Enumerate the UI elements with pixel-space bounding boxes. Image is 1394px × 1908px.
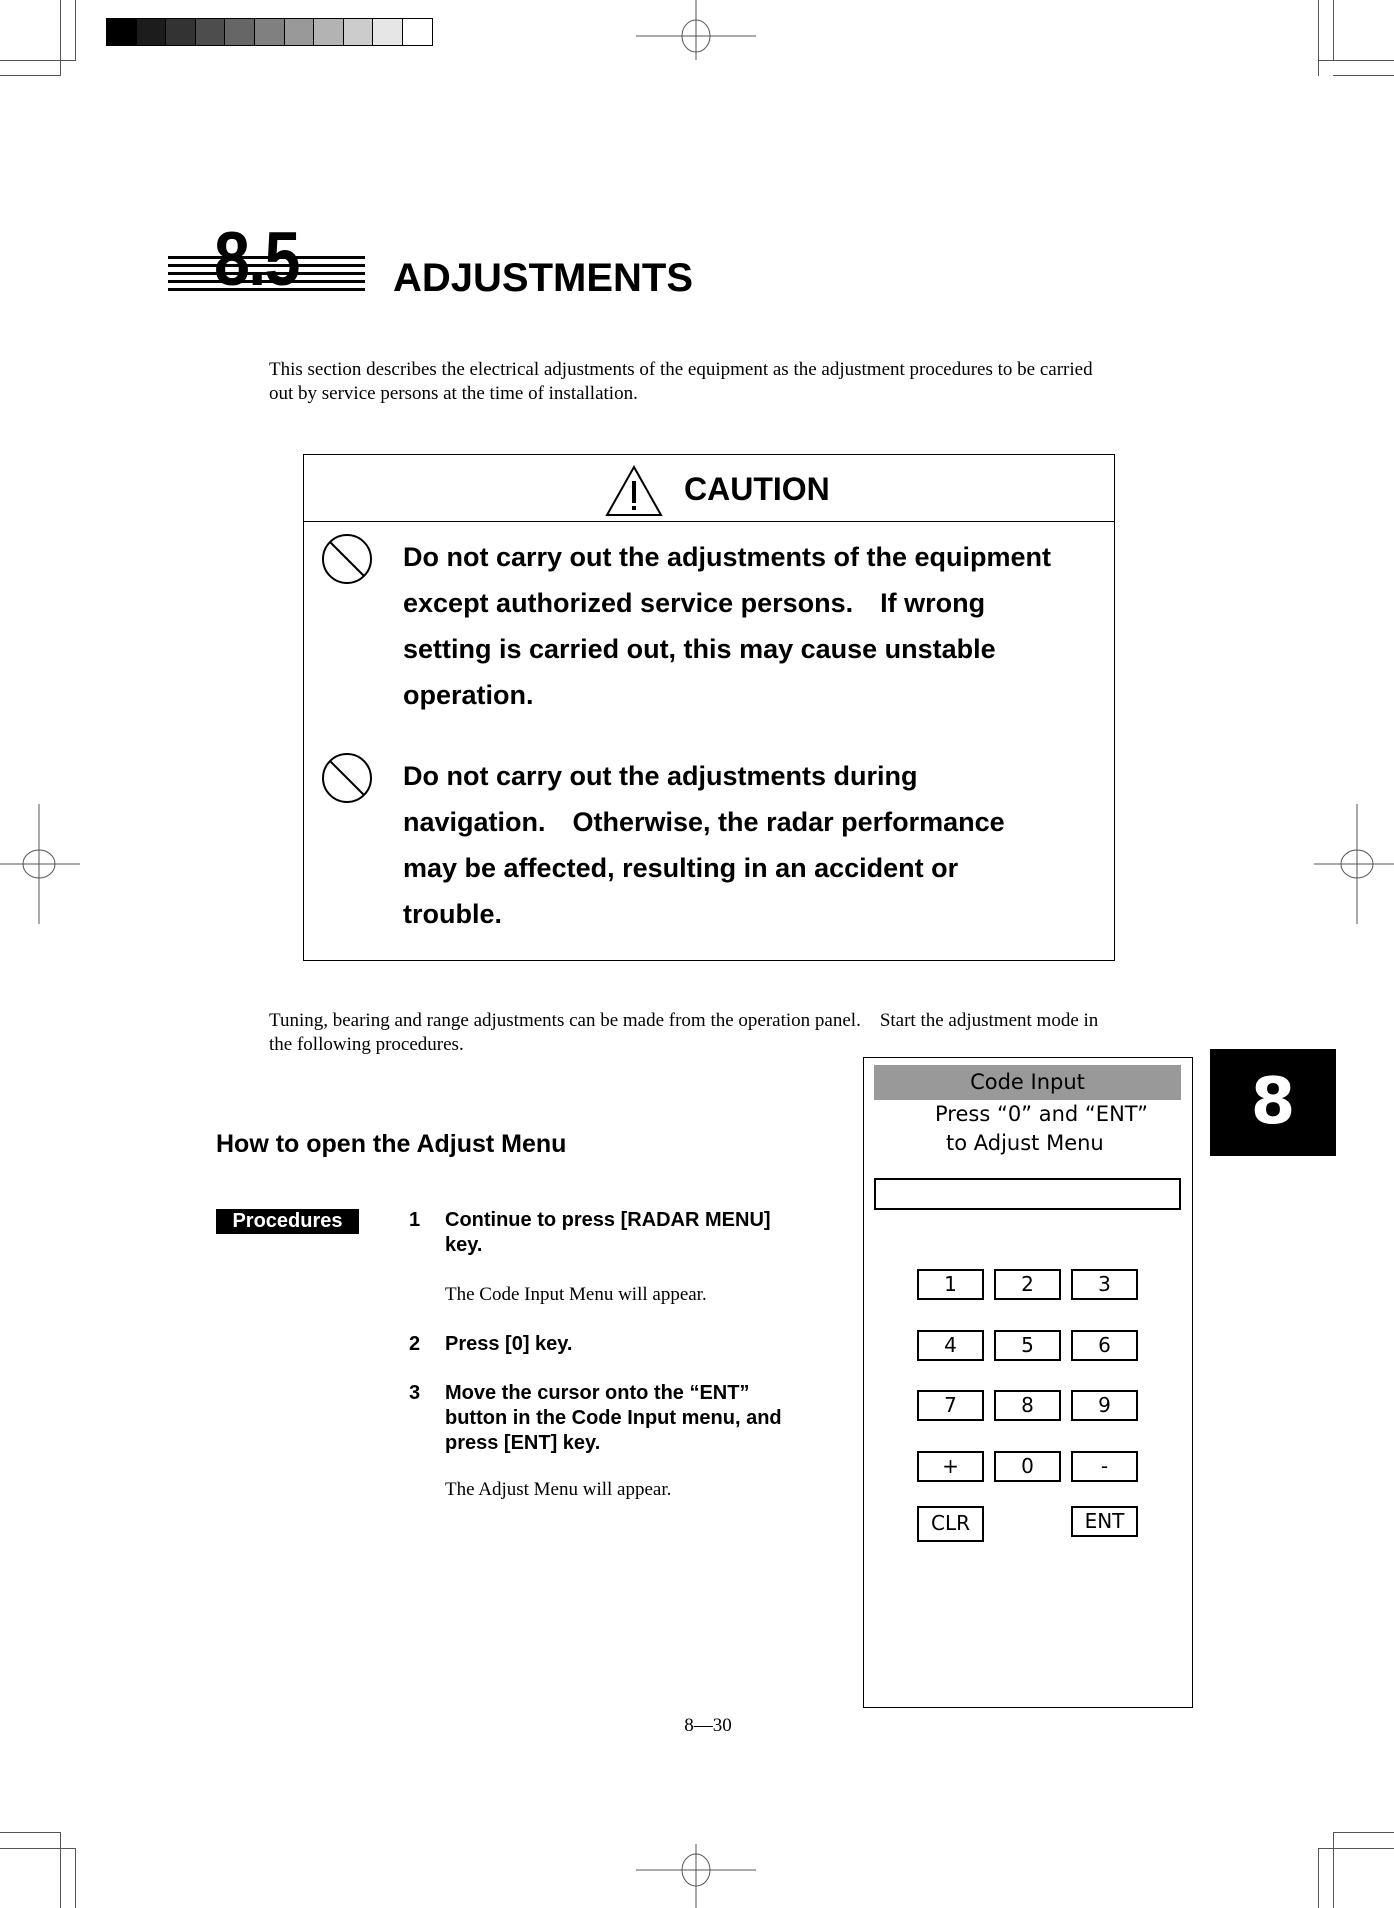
key-button[interactable]: 5 [994, 1330, 1061, 1361]
key-button[interactable]: 9 [1071, 1390, 1138, 1421]
caution-line: navigation. Otherwise, the radar performance [403, 807, 1005, 837]
registration-mark-icon [0, 804, 80, 924]
caution-line: Do not carry out the adjustments during [403, 761, 918, 791]
gray-swatch [343, 18, 374, 46]
caution-item [403, 753, 1113, 937]
step-result: The Code Input Menu will appear. [445, 1284, 707, 1305]
key-button[interactable]: 7 [917, 1390, 984, 1421]
gray-swatch [402, 18, 433, 46]
caution-line: may be affected, resulting in an accident or [403, 853, 959, 883]
registration-mark-icon [636, 0, 756, 70]
step-line: press [ENT] key. [445, 1432, 601, 1454]
step-line: Continue to press [RADAR MENU] [445, 1209, 771, 1231]
gray-swatch [106, 18, 137, 46]
intro-line: This section describes the electrical adjustments of the equipment as the adjustment procedures to be carried [269, 359, 1093, 380]
instruction-line: Press “0” and “ENT” [935, 1102, 1149, 1126]
prohibition-icon [321, 752, 373, 804]
key-button[interactable]: 2 [994, 1269, 1061, 1300]
gray-swatch [284, 18, 315, 46]
key-button[interactable]: + [917, 1451, 984, 1482]
intro-paragraph [269, 358, 1093, 406]
chapter-tab: 8 [1210, 1049, 1336, 1156]
caution-item [403, 534, 1113, 718]
paragraph-line: the following procedures. [269, 1034, 464, 1055]
page-number: 8—30 [684, 1715, 732, 1736]
paragraph-line: Tuning, bearing and range adjustments can be made from the operation panel. Start the adjustment mode in [269, 1010, 1099, 1031]
gray-swatch [136, 18, 167, 46]
gray-swatch [254, 18, 285, 46]
subheading: How to open the Adjust Menu [216, 1130, 567, 1158]
ent-button[interactable]: ENT [1071, 1506, 1138, 1537]
caution-line: operation. [403, 680, 534, 710]
caution-line: trouble. [403, 899, 502, 929]
step-number: 3 [409, 1382, 421, 1404]
clr-button[interactable]: CLR [917, 1506, 984, 1542]
step-line: key. [445, 1234, 483, 1256]
step-line: Press [0] key. [445, 1333, 573, 1355]
adjustment-paragraph [269, 1009, 1098, 1057]
warning-triangle-icon [604, 464, 664, 518]
step-result: The Adjust Menu will appear. [445, 1479, 672, 1500]
step-text [445, 1208, 771, 1258]
step-line: Move the cursor onto the “ENT” [445, 1382, 750, 1404]
divider [304, 521, 1114, 522]
caution-line: setting is carried out, this may cause unstable [403, 634, 996, 664]
step-number: 2 [409, 1333, 421, 1355]
key-button[interactable]: 1 [917, 1269, 984, 1300]
caution-line: except authorized service persons. If wrong [403, 588, 986, 618]
step-text [445, 1332, 573, 1357]
prohibition-icon [321, 533, 373, 585]
section-number: 8.5 [214, 217, 299, 302]
instruction-line: to Adjust Menu [946, 1131, 1104, 1155]
step-text [445, 1381, 782, 1456]
key-button[interactable]: 0 [994, 1451, 1061, 1482]
caution-line: Do not carry out the adjustments of the equipment [403, 542, 1052, 572]
code-input-field[interactable] [874, 1178, 1181, 1210]
procedures-badge: Procedures [216, 1209, 359, 1234]
key-button[interactable]: 6 [1071, 1330, 1138, 1361]
key-button[interactable]: 8 [994, 1390, 1061, 1421]
gray-swatch [195, 18, 226, 46]
step-line: button in the Code Input menu, and [445, 1407, 782, 1429]
section-title: ADJUSTMENTS [393, 256, 694, 300]
gray-swatch [313, 18, 344, 46]
step-number: 1 [409, 1209, 421, 1231]
gray-swatch [165, 18, 196, 46]
key-button[interactable]: 3 [1071, 1269, 1138, 1300]
key-button[interactable]: - [1071, 1451, 1138, 1482]
key-button[interactable]: 4 [917, 1330, 984, 1361]
gray-swatch [224, 18, 255, 46]
gray-swatch [372, 18, 403, 46]
registration-mark-icon [636, 1834, 756, 1908]
caution-title: CAUTION [684, 471, 830, 507]
code-input-title: Code Input [874, 1065, 1181, 1100]
registration-mark-icon [1314, 804, 1394, 924]
intro-line: out by service persons at the time of installation. [269, 383, 638, 404]
